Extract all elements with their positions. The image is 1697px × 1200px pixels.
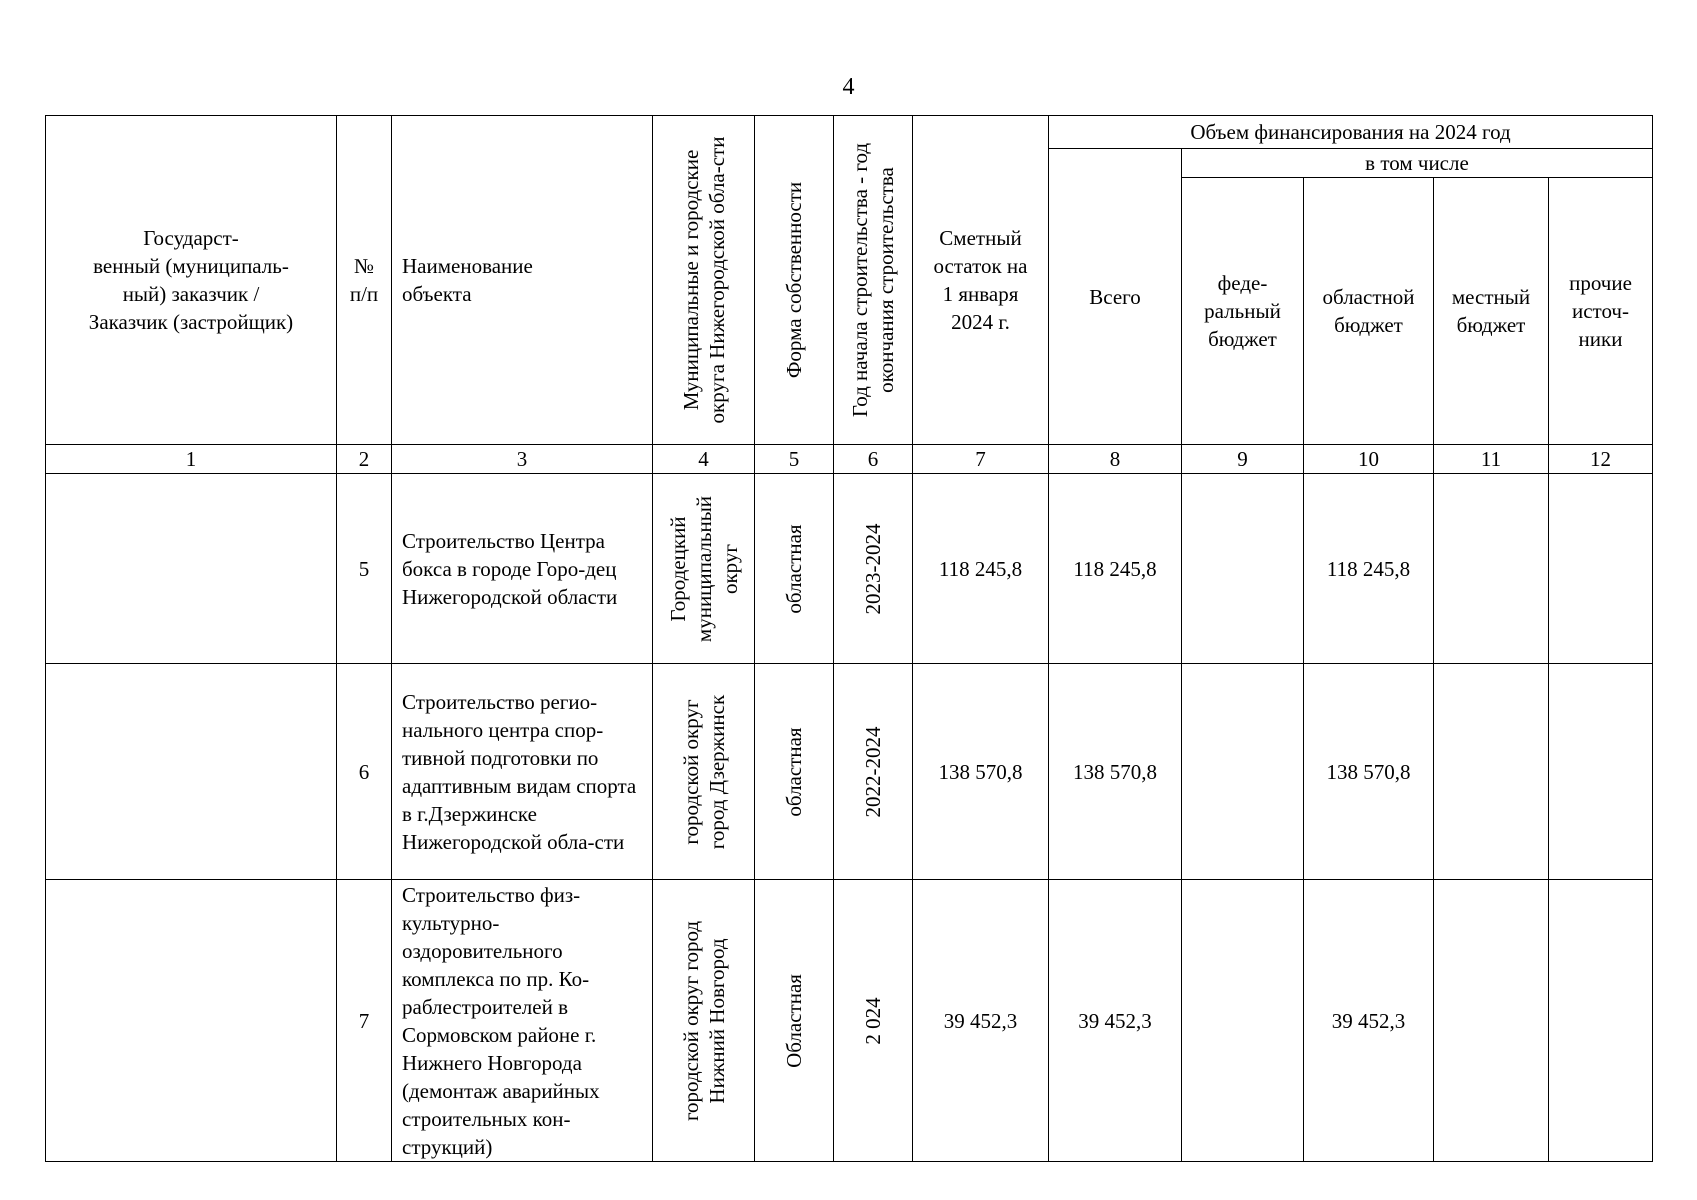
row-years [834,664,913,880]
header-ownership-label: Форма собственности [782,181,806,379]
table-row [46,880,1653,1162]
row-municipality [653,474,755,664]
header-object-name: Наименование объекта [392,116,653,445]
row-years-label: 2 024 [861,996,885,1045]
row-ownership [755,474,834,664]
header-ownership [755,116,834,445]
row-other [1549,880,1653,1162]
row-customer [46,880,337,1162]
row-regional: 39 452,3 [1304,880,1434,1162]
row-total: 118 245,8 [1049,474,1182,664]
column-number: 3 [392,445,653,474]
row-years [834,880,913,1162]
table-row [46,664,1653,880]
page-number: 4 [842,74,855,100]
row-number: 7 [337,880,392,1162]
row-number: 6 [337,664,392,880]
row-years [834,474,913,664]
row-federal [1182,474,1304,664]
header-municipality-label: Муниципальные и городские округа Нижегородской обла-сти [678,136,729,424]
column-number: 9 [1182,445,1304,474]
row-municipality-label: городской округ город Нижний Новгород [678,920,729,1121]
column-number: 2 [337,445,392,474]
header-number: № п/п [337,116,392,445]
row-regional: 138 570,8 [1304,664,1434,880]
row-municipality-label: Городецкий муниципальный округ [665,495,742,642]
row-ownership [755,880,834,1162]
header-years-label: Год начала строительства - год окончания строительства [848,142,898,418]
table-row [46,474,1653,664]
row-municipality-label: городской округ город Дзержинск [678,694,729,849]
row-ownership-label: областная [782,726,806,817]
row-local [1434,474,1549,664]
row-ownership-label: областная [782,523,806,614]
row-municipality [653,880,755,1162]
row-object-name: Строительство Центра бокса в городе Горо-дец Нижегородской области [392,474,653,664]
row-object-name: Строительство регио-нального центра спор-тивной подготовки по адаптивным видам спорта в г.Дзержинске Нижегородской обла-сти [392,664,653,880]
header-municipality [653,116,755,445]
column-number: 4 [653,445,755,474]
row-balance: 39 452,3 [913,880,1049,1162]
row-number: 5 [337,474,392,664]
row-other [1549,664,1653,880]
row-object-name: Строительство физ-культурно-оздоровительного комплекса по пр. Ко-раблестроителей в Сормовском районе г. Нижнего Новгорода (демонтаж аварийных строительных кон-струкций) [392,880,653,1162]
header-including: в том числе [1182,149,1653,178]
row-customer [46,474,337,664]
header-total: Всего [1049,149,1182,445]
header-other: прочие источ- ники [1549,178,1653,445]
row-years-label: 2022-2024 [861,726,885,817]
row-ownership [755,664,834,880]
row-balance: 138 570,8 [913,664,1049,880]
row-ownership-label: Областная [782,973,806,1068]
column-number: 10 [1304,445,1434,474]
header-funding-group: Объем финансирования на 2024 год [1049,116,1653,149]
row-regional: 118 245,8 [1304,474,1434,664]
row-balance: 118 245,8 [913,474,1049,664]
row-municipality [653,664,755,880]
row-customer [46,664,337,880]
row-local [1434,880,1549,1162]
row-total: 39 452,3 [1049,880,1182,1162]
row-local [1434,664,1549,880]
column-number: 11 [1434,445,1549,474]
row-federal [1182,880,1304,1162]
row-other [1549,474,1653,664]
header-customer: Государст- венный (муниципаль- ный) заказчик / Заказчик (застройщик) [46,116,337,445]
header-federal: феде- ральный бюджет [1182,178,1304,445]
row-federal [1182,664,1304,880]
column-number: 6 [834,445,913,474]
row-total: 138 570,8 [1049,664,1182,880]
header-balance: Сметный остаток на 1 января 2024 г. [913,116,1049,445]
column-number: 5 [755,445,834,474]
column-number: 7 [913,445,1049,474]
header-regional: областной бюджет [1304,178,1434,445]
row-years-label: 2023-2024 [861,523,885,614]
column-number: 8 [1049,445,1182,474]
column-number: 12 [1549,445,1653,474]
header-local: местный бюджет [1434,178,1549,445]
column-number-row [46,445,1653,474]
funding-table [45,115,1653,1162]
column-number: 1 [46,445,337,474]
header-years [834,116,913,445]
